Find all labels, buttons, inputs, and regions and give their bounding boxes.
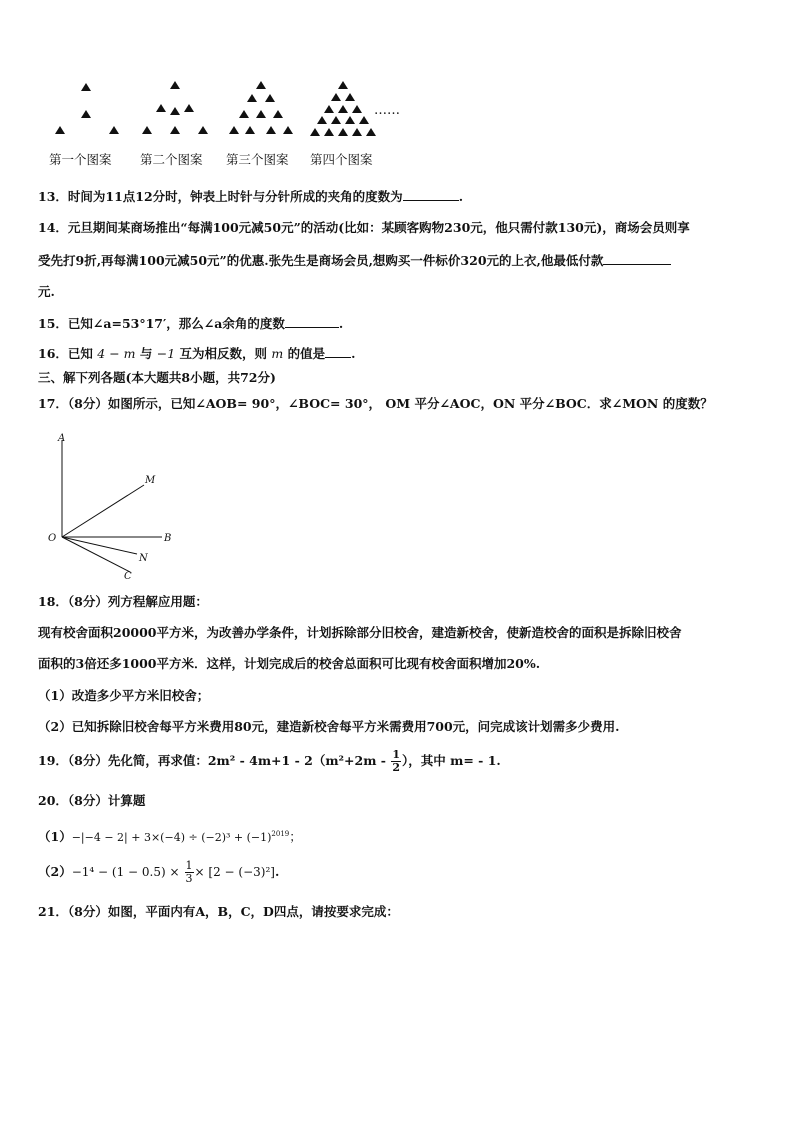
question-17: 17．（8分）如图所示，已知∠AOB= 90°，∠BOC= 30°， OM 平分∠AOC，ON 平分∠BOC．求∠MON 的度数？ <box>38 396 713 411</box>
caption-pattern-3: 第三个图案 <box>226 152 289 167</box>
label-B: B <box>164 533 172 544</box>
q20-s2-fraction <box>185 860 194 885</box>
question-15 <box>38 315 343 332</box>
ray-OC <box>62 537 130 572</box>
q20-s2-numerator: 1 <box>185 859 193 872</box>
q19-denominator: 2 <box>392 761 400 774</box>
question-14-line3: 元. <box>38 284 55 299</box>
label-A: A <box>58 433 66 444</box>
q13-answer-blank[interactable] <box>403 188 459 201</box>
q20-s2-label: （2） <box>38 864 72 879</box>
q20-s1-exponent: 2019 <box>271 830 290 838</box>
q13-text: 13．时间为11点12分时，钟表上时针与分针所成的夹角的度数为 <box>38 189 403 204</box>
q16-post: 的值是 <box>287 346 326 361</box>
q15-text: 15．已知∠a=53°17′，那么∠a余角的度数 <box>38 316 285 331</box>
q19-cond: m= - 1. <box>450 753 501 768</box>
question-20-sub2 <box>38 858 279 886</box>
triangle-patterns-figure <box>40 70 430 145</box>
question-13 <box>38 188 463 205</box>
pattern-ellipsis: …… <box>374 103 400 118</box>
q16-mid2: 互为相反数，则 <box>179 346 268 361</box>
label-N: N <box>139 553 148 564</box>
label-C: C <box>124 571 132 580</box>
question-14-line1: 14．元旦期间某商场推出“每满100元减50元”的活动(比如：某顾客购物230元，他只需付款130元)，商场会员则享 <box>38 220 690 235</box>
label-M: M <box>145 475 156 486</box>
pattern-3 <box>229 81 293 134</box>
q19-fraction <box>391 749 401 774</box>
question-21: 21．（8分）如图，平面内有A，B，C，D四点，请按要求完成： <box>38 904 399 919</box>
question-20-title: 20．（8分）计算题 <box>38 793 146 808</box>
question-18-sub1: （1）改造多少平方米旧校舍； <box>38 688 210 703</box>
q16-var: m <box>271 346 284 361</box>
question-18-para2: 面积的3倍还多1000平方米．这样，计划完成后的校舍总面积可比现有校舍面积增加20%. <box>38 656 541 671</box>
label-O: O <box>48 533 57 544</box>
q20-s2-end: . <box>274 864 280 879</box>
ray-OM <box>62 485 144 537</box>
q14-answer-blank[interactable] <box>603 252 671 265</box>
q20-s1-expr: −|−4 − 2| + 3×(−4) ÷ (−2)³ + (−1) <box>71 831 272 845</box>
q20-s2-pre: −1⁴ − (1 − 0.5) × <box>71 865 180 879</box>
q16-end: . <box>351 346 356 361</box>
q16-mid: 与 <box>139 346 153 361</box>
q19-numerator: 1 <box>392 748 400 761</box>
q20-s2-post: × [2 − (−3)²] <box>194 865 275 879</box>
question-18-para1: 现有校舍面积20000平方米，为改善办学条件，计划拆除部分旧校舍，建造新校舍，使新造校舍的面积是拆除旧校舍 <box>38 625 682 640</box>
q15-end: . <box>338 316 344 331</box>
angle-figure <box>44 430 194 580</box>
question-20-sub1 <box>38 826 302 846</box>
q15-answer-blank[interactable] <box>285 315 339 328</box>
q14-line2-text: 受先打9折,再每满100元减50元”的优惠.张先生是商场会员,想购买一件标价320元的上衣,他最低付款 <box>38 253 604 268</box>
q16-expr1: 4 − m <box>97 346 136 361</box>
ray-ON <box>62 537 137 554</box>
q19-close: ），其中 <box>401 753 446 768</box>
question-19 <box>38 748 501 774</box>
question-18-sub2: （2）已知拆除旧校舍每平方米费用80元，建造新校舍每平方米需费用700元，问完成该计划需多少费用. <box>38 719 620 734</box>
q13-end: . <box>458 189 464 204</box>
q20-s1-end: ； <box>289 829 302 845</box>
pattern-1 <box>55 83 119 134</box>
question-16 <box>38 345 356 362</box>
question-14-line2 <box>38 252 671 269</box>
q16-answer-blank[interactable] <box>325 345 351 358</box>
q20-s2-denominator: 3 <box>185 872 193 885</box>
q16-expr2: −1 <box>156 346 176 361</box>
q19-expr: 2m² - 4m+1 - 2（m²+2m - <box>207 753 386 768</box>
caption-pattern-4: 第四个图案 <box>310 152 373 167</box>
caption-pattern-2: 第二个图案 <box>140 152 203 167</box>
caption-pattern-1: 第一个图案 <box>49 152 112 167</box>
q16-pre: 16．已知 <box>38 346 93 361</box>
section-3-heading: 三、解下列各题(本大题共8小题，共72分) <box>38 370 276 385</box>
pattern-4 <box>310 81 376 136</box>
q20-s1-label: （1） <box>38 829 72 845</box>
question-18-title: 18．（8分）列方程解应用题： <box>38 594 208 609</box>
q19-pre: 19．（8分）先化简，再求值： <box>38 753 208 768</box>
pattern-2 <box>142 81 208 134</box>
